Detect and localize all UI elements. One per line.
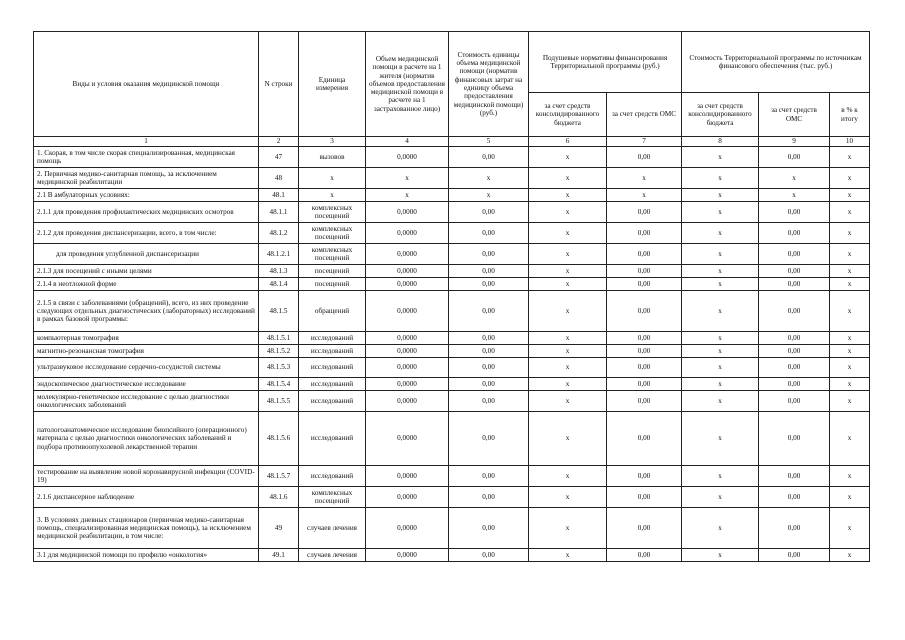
row-unit-cost: 0,00: [449, 466, 529, 487]
table-row: [34, 265, 870, 278]
row-total-percent: x: [830, 278, 870, 291]
header-unit-cost: Стоимость единицы объема медицинской помощи (норматив финансовых затрат на единицу объема предоставления медицинской помощи) (руб.): [449, 32, 529, 137]
table-row: [34, 332, 870, 345]
financing-table: [33, 31, 870, 562]
row-unit-cost: 0,00: [449, 223, 529, 244]
row-total-percent: x: [830, 345, 870, 358]
row-per-capita-oms: 0,00: [607, 291, 682, 332]
row-per-capita-oms: 0,00: [607, 244, 682, 265]
row-unit-cost: 0,00: [449, 147, 529, 168]
row-unit: исследований: [299, 412, 366, 466]
row-total-budget: x: [682, 223, 759, 244]
table-row: [34, 412, 870, 466]
row-total-percent: x: [830, 244, 870, 265]
row-total-oms: 0,00: [759, 391, 830, 412]
row-line-number: 48.1.5: [259, 291, 299, 332]
row-volume: 0,0000: [366, 508, 449, 549]
row-unit-cost: 0,00: [449, 508, 529, 549]
row-unit-cost: x: [449, 189, 529, 202]
row-total-percent: x: [830, 147, 870, 168]
row-total-budget: x: [682, 412, 759, 466]
row-total-percent: x: [830, 358, 870, 378]
row-unit-cost: 0,00: [449, 345, 529, 358]
row-per-capita-oms: 0,00: [607, 358, 682, 378]
row-per-capita-budget: x: [529, 278, 607, 291]
row-per-capita-oms: 0,00: [607, 223, 682, 244]
row-volume: 0,0000: [366, 358, 449, 378]
header-budget: за счет средств консолидированного бюджета: [529, 93, 607, 137]
header-name: Виды и условия оказания медицинской помощи: [34, 32, 259, 137]
row-per-capita-oms: 0,00: [607, 487, 682, 508]
column-number: 10: [830, 137, 870, 147]
row-total-oms: x: [759, 168, 830, 189]
column-number: 1: [34, 137, 259, 147]
header-per-capita-group: Подушевые нормативы финансирования Территориальной программы (руб.): [529, 32, 682, 93]
row-unit: исследований: [299, 345, 366, 358]
row-total-budget: x: [682, 466, 759, 487]
row-name: 2.1.1 для проведения профилактических медицинских осмотров: [34, 202, 259, 223]
row-total-budget: x: [682, 189, 759, 202]
row-line-number: 47: [259, 147, 299, 168]
row-total-percent: x: [830, 549, 870, 562]
header-percent: в % к итогу: [830, 93, 870, 137]
table-row: [34, 278, 870, 291]
header-oms: за счет средств ОМС: [607, 93, 682, 137]
column-number: 9: [759, 137, 830, 147]
row-name: 1. Скорая, в том числе скорая специализированная, медицинская помощь: [34, 147, 259, 168]
row-unit: исследований: [299, 466, 366, 487]
row-unit: вызовов: [299, 147, 366, 168]
row-total-budget: x: [682, 391, 759, 412]
row-volume: 0,0000: [366, 391, 449, 412]
row-unit: исследований: [299, 332, 366, 345]
header-line-number: N строки: [259, 32, 299, 137]
row-total-budget: x: [682, 244, 759, 265]
row-unit: комплексных посещений: [299, 223, 366, 244]
table-row: [34, 147, 870, 168]
row-volume: 0,0000: [366, 378, 449, 391]
row-total-percent: x: [830, 378, 870, 391]
row-total-oms: 0,00: [759, 223, 830, 244]
header-volume: Объем медицинской помощи в расчете на 1 жителя (норматив объемов предоставления медицинской помощи в расчете на 1 застрахованное лицо): [366, 32, 449, 137]
column-number: 6: [529, 137, 607, 147]
row-total-percent: x: [830, 291, 870, 332]
row-line-number: 48.1.5.5: [259, 391, 299, 412]
row-per-capita-budget: x: [529, 358, 607, 378]
row-unit: посещений: [299, 278, 366, 291]
row-total-budget: x: [682, 508, 759, 549]
row-total-oms: 0,00: [759, 291, 830, 332]
row-unit: комплексных посещений: [299, 202, 366, 223]
row-line-number: 48.1.5.1: [259, 332, 299, 345]
row-volume: x: [366, 168, 449, 189]
row-line-number: 48.1.6: [259, 487, 299, 508]
row-unit: комплексных посещений: [299, 487, 366, 508]
row-per-capita-budget: x: [529, 412, 607, 466]
table-row: [34, 223, 870, 244]
row-per-capita-budget: x: [529, 147, 607, 168]
row-name: магнитно-резонансная томография: [34, 345, 259, 358]
row-per-capita-oms: 0,00: [607, 202, 682, 223]
row-name: для проведения углубленной диспансеризации: [34, 244, 259, 265]
row-volume: 0,0000: [366, 147, 449, 168]
row-volume: 0,0000: [366, 223, 449, 244]
row-line-number: 49.1: [259, 549, 299, 562]
row-per-capita-oms: 0,00: [607, 265, 682, 278]
row-name: молекулярно-генетическое исследование с целью диагностики онкологических заболеваний: [34, 391, 259, 412]
row-line-number: 48.1.2.1: [259, 244, 299, 265]
row-total-percent: x: [830, 508, 870, 549]
row-total-percent: x: [830, 265, 870, 278]
row-total-oms: 0,00: [759, 378, 830, 391]
table-row: [34, 378, 870, 391]
row-volume: x: [366, 189, 449, 202]
row-name: 2.1.3 для посещений с иными целями: [34, 265, 259, 278]
row-total-budget: x: [682, 168, 759, 189]
row-unit: x: [299, 168, 366, 189]
row-total-percent: x: [830, 466, 870, 487]
row-per-capita-budget: x: [529, 378, 607, 391]
row-name: 3.1 для медицинской помощи по профилю «онкология»: [34, 549, 259, 562]
row-per-capita-budget: x: [529, 244, 607, 265]
header-budget-total: за счет средств консолидированного бюджета: [682, 93, 759, 137]
column-number: 3: [299, 137, 366, 147]
row-total-budget: x: [682, 202, 759, 223]
row-total-oms: 0,00: [759, 278, 830, 291]
row-per-capita-oms: 0,00: [607, 466, 682, 487]
row-unit: комплексных посещений: [299, 244, 366, 265]
row-total-budget: x: [682, 265, 759, 278]
row-total-percent: x: [830, 412, 870, 466]
table-row: [34, 291, 870, 332]
table-row: [34, 358, 870, 378]
row-total-budget: x: [682, 345, 759, 358]
row-line-number: 48.1: [259, 189, 299, 202]
row-unit-cost: 0,00: [449, 291, 529, 332]
row-total-oms: 0,00: [759, 549, 830, 562]
table-row: [34, 391, 870, 412]
header-unit: Единица измерения: [299, 32, 366, 137]
row-per-capita-oms: 0,00: [607, 147, 682, 168]
row-total-oms: 0,00: [759, 358, 830, 378]
row-per-capita-budget: x: [529, 223, 607, 244]
row-total-oms: 0,00: [759, 244, 830, 265]
column-number: 4: [366, 137, 449, 147]
row-total-percent: x: [830, 487, 870, 508]
row-line-number: 48.1.5.4: [259, 378, 299, 391]
header-program-cost-group: Стоимость Территориальной программы по источникам финансового обеспечения (тыс. руб.): [682, 32, 870, 93]
row-volume: 0,0000: [366, 412, 449, 466]
row-unit: обращений: [299, 291, 366, 332]
table-body: [34, 137, 870, 562]
row-name: ультразвуковое исследование сердечно-сосудистой системы: [34, 358, 259, 378]
table-row: [34, 168, 870, 189]
table-row: [34, 508, 870, 549]
row-name: компьютерная томография: [34, 332, 259, 345]
row-per-capita-budget: x: [529, 345, 607, 358]
column-number: 7: [607, 137, 682, 147]
row-volume: 0,0000: [366, 265, 449, 278]
row-total-budget: x: [682, 549, 759, 562]
table-row: [34, 345, 870, 358]
row-unit: посещений: [299, 265, 366, 278]
row-per-capita-oms: 0,00: [607, 332, 682, 345]
row-volume: 0,0000: [366, 487, 449, 508]
row-total-oms: 0,00: [759, 412, 830, 466]
row-name: 2.1.2 для проведения диспансеризации, всего, в том числе:: [34, 223, 259, 244]
row-unit: x: [299, 189, 366, 202]
row-per-capita-oms: 0,00: [607, 549, 682, 562]
row-unit: исследований: [299, 358, 366, 378]
row-volume: 0,0000: [366, 466, 449, 487]
row-unit-cost: 0,00: [449, 244, 529, 265]
row-line-number: 48.1.5.2: [259, 345, 299, 358]
row-name: патологоанатомическое исследование биопсийного (операционного) материала с целью диагностики онкологических заболеваний и подбора противоопухолевой лекарственной терапии: [34, 412, 259, 466]
row-unit-cost: x: [449, 168, 529, 189]
row-unit-cost: 0,00: [449, 332, 529, 345]
table-row: [34, 549, 870, 562]
column-number: 8: [682, 137, 759, 147]
row-unit: случаев лечения: [299, 549, 366, 562]
row-total-budget: x: [682, 278, 759, 291]
row-per-capita-oms: x: [607, 168, 682, 189]
row-name: эндоскопическое диагностическое исследование: [34, 378, 259, 391]
row-unit: исследований: [299, 391, 366, 412]
row-per-capita-budget: x: [529, 189, 607, 202]
row-per-capita-budget: x: [529, 332, 607, 345]
row-total-percent: x: [830, 189, 870, 202]
row-name: 2.1.5 в связи с заболеваниями (обращений), всего, из них проведение следующих отдельных диагностических (лабораторных) исследований в рамках базовой программы:: [34, 291, 259, 332]
row-line-number: 48.1.5.7: [259, 466, 299, 487]
column-number: 2: [259, 137, 299, 147]
row-unit-cost: 0,00: [449, 412, 529, 466]
row-unit-cost: 0,00: [449, 358, 529, 378]
row-line-number: 48.1.5.6: [259, 412, 299, 466]
row-volume: 0,0000: [366, 244, 449, 265]
row-total-oms: 0,00: [759, 332, 830, 345]
row-total-budget: x: [682, 332, 759, 345]
row-per-capita-oms: 0,00: [607, 508, 682, 549]
row-name: 3. В условиях дневных стационаров (первичная медико-санитарная помощь, специализированная медицинская помощь), за исключением медицинской реабилитации, в том числе:: [34, 508, 259, 549]
row-name: 2.1.4 в неотложной форме: [34, 278, 259, 291]
row-per-capita-budget: x: [529, 265, 607, 278]
row-total-percent: x: [830, 391, 870, 412]
row-per-capita-budget: x: [529, 168, 607, 189]
row-total-percent: x: [830, 168, 870, 189]
row-per-capita-oms: 0,00: [607, 278, 682, 291]
row-line-number: 48.1.2: [259, 223, 299, 244]
row-name: 2.1 В амбулаторных условиях:: [34, 189, 259, 202]
row-name: 2.1.6 диспансерное наблюдение: [34, 487, 259, 508]
column-number: 5: [449, 137, 529, 147]
row-volume: 0,0000: [366, 549, 449, 562]
row-total-percent: x: [830, 223, 870, 244]
row-per-capita-budget: x: [529, 391, 607, 412]
row-name: тестирование на выявление новой коронавирусной инфекции (COVID-19): [34, 466, 259, 487]
row-unit: исследований: [299, 378, 366, 391]
row-volume: 0,0000: [366, 291, 449, 332]
table-row: [34, 466, 870, 487]
row-volume: 0,0000: [366, 202, 449, 223]
row-total-percent: x: [830, 202, 870, 223]
row-unit-cost: 0,00: [449, 378, 529, 391]
row-per-capita-budget: x: [529, 291, 607, 332]
row-total-oms: 0,00: [759, 487, 830, 508]
row-total-budget: x: [682, 291, 759, 332]
row-total-oms: 0,00: [759, 147, 830, 168]
row-unit-cost: 0,00: [449, 202, 529, 223]
row-line-number: 48.1.5.3: [259, 358, 299, 378]
row-total-oms: 0,00: [759, 202, 830, 223]
table-row: [34, 487, 870, 508]
row-per-capita-oms: 0,00: [607, 378, 682, 391]
row-total-oms: 0,00: [759, 345, 830, 358]
row-per-capita-oms: 0,00: [607, 412, 682, 466]
row-line-number: 48: [259, 168, 299, 189]
row-per-capita-oms: 0,00: [607, 345, 682, 358]
row-name: 2. Первичная медико-санитарная помощь, за исключением медицинской реабилитации: [34, 168, 259, 189]
row-unit-cost: 0,00: [449, 265, 529, 278]
row-total-oms: 0,00: [759, 508, 830, 549]
row-total-budget: x: [682, 147, 759, 168]
row-total-oms: x: [759, 189, 830, 202]
row-unit-cost: 0,00: [449, 549, 529, 562]
row-total-budget: x: [682, 487, 759, 508]
row-volume: 0,0000: [366, 332, 449, 345]
row-total-budget: x: [682, 358, 759, 378]
row-per-capita-budget: x: [529, 549, 607, 562]
row-line-number: 48.1.4: [259, 278, 299, 291]
row-total-oms: 0,00: [759, 265, 830, 278]
row-per-capita-oms: 0,00: [607, 391, 682, 412]
row-per-capita-budget: x: [529, 508, 607, 549]
row-unit-cost: 0,00: [449, 487, 529, 508]
row-line-number: 48.1.3: [259, 265, 299, 278]
table-row: [34, 202, 870, 223]
table-row: [34, 189, 870, 202]
row-volume: 0,0000: [366, 345, 449, 358]
row-line-number: 49: [259, 508, 299, 549]
row-unit: случаев лечения: [299, 508, 366, 549]
row-total-percent: x: [830, 332, 870, 345]
row-unit-cost: 0,00: [449, 278, 529, 291]
column-number-row: [34, 137, 870, 147]
row-line-number: 48.1.1: [259, 202, 299, 223]
row-total-oms: 0,00: [759, 466, 830, 487]
row-per-capita-budget: x: [529, 202, 607, 223]
row-per-capita-budget: x: [529, 466, 607, 487]
row-unit-cost: 0,00: [449, 391, 529, 412]
table-row: [34, 244, 870, 265]
row-volume: 0,0000: [366, 278, 449, 291]
row-per-capita-budget: x: [529, 487, 607, 508]
row-total-budget: x: [682, 378, 759, 391]
row-per-capita-oms: x: [607, 189, 682, 202]
header-oms-total: за счет средств ОМС: [759, 93, 830, 137]
